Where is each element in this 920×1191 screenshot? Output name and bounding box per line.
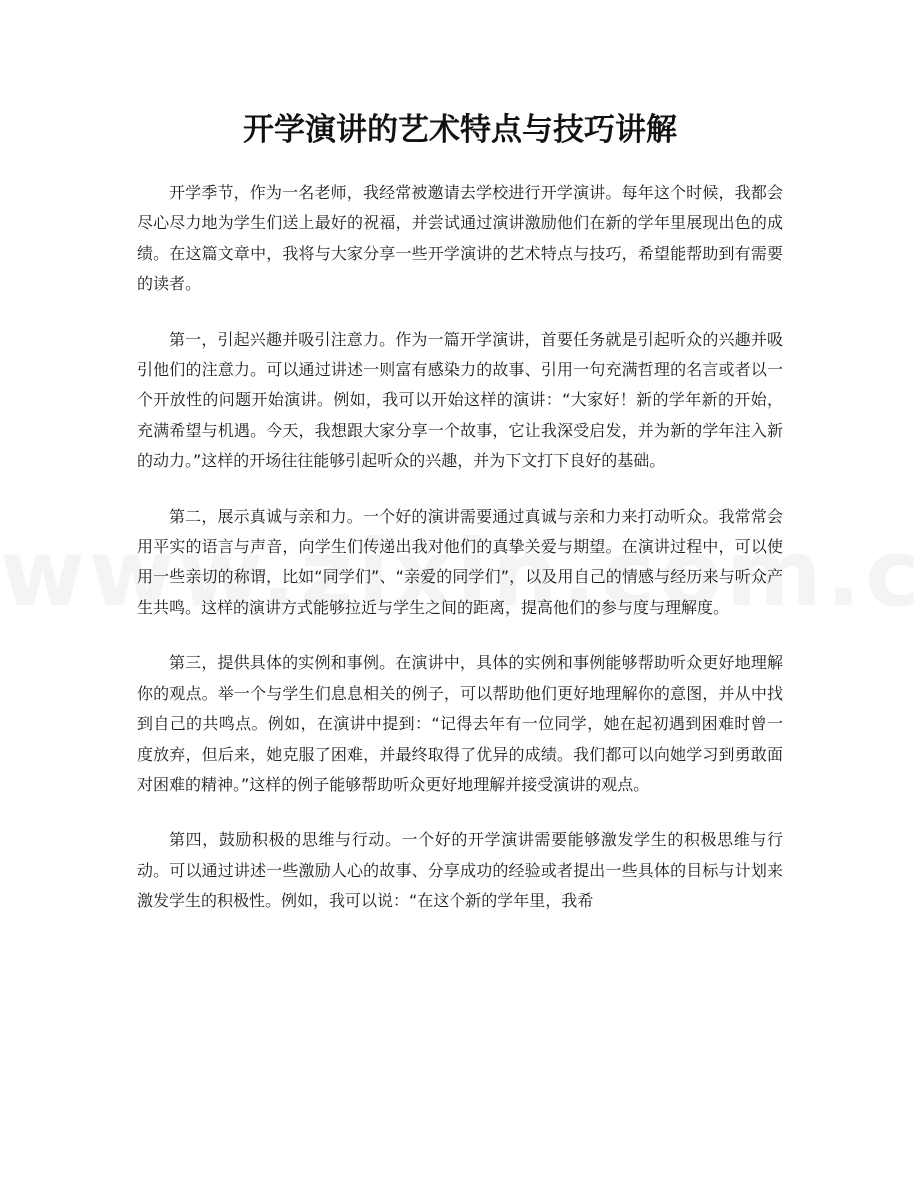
paragraph-point-3: 第三，提供具体的实例和事例。在演讲中，具体的实例和事例能够帮助听众更好地理解你的观点。举一个与学生们息息相关的例子，可以帮助他们更好地理解你的意图，并从中找到自己的共鸣点。例如，在演讲中提到：“记得去年有一位同学，她在起初遇到困难时曾一度放弃，但后来，她克服了困难，并最终取得了优异的成绩。我们都可以向她学习到勇敢面对困难的精神。”这样的例子能够帮助听众更好地理解并接受演讲的观点。 — [137, 653, 783, 794]
document-body — [137, 178, 783, 942]
document-title: 开学演讲的艺术特点与技巧讲解 — [243, 112, 677, 148]
paragraph-point-1: 第一，引起兴趣并吸引注意力。作为一篇开学演讲，首要任务就是引起听众的兴趣并吸引他们的注意力。可以通过讲述一则富有感染力的故事、引用一句充满哲理的名言或者以一个开放性的问题开始演讲。例如，我可以开始这样的演讲：“大家好！新的学年新的开始，充满希望与机遇。今天，我想跟大家分享一个故事，它让我深受启发，并为新的学年注入新的动力。”这样的开场往往能够引起听众的兴趣，并为下文打下良好的基础。 — [137, 329, 783, 471]
paragraph-point-2: 第二，展示真诚与亲和力。一个好的演讲需要通过真诚与亲和力来打动听众。我常常会用平实的语言与声音，向学生们传递出我对他们的真挚关爱与期望。在演讲过程中，可以使用一些亲切的称谓，比如“同学们”、“亲爱的同学们”，以及用自己的情感与经历来与听众产生共鸣。这样的演讲方式能够拉近与学生之间的距离，提高他们的参与度与理解度。 — [137, 506, 783, 617]
paragraph-intro: 开学季节，作为一名老师，我经常被邀请去学校进行开学演讲。每年这个时候，我都会尽心尽力地为学生们送上最好的祝福，并尝试通过演讲激励他们在新的学年里展现出色的成绩。在这篇文章中，我将与大家分享一些开学演讲的艺术特点与技巧，希望能帮助到有需要的读者。 — [137, 183, 783, 294]
paragraph-point-4: 第四，鼓励积极的思维与行动。一个好的开学演讲需要能够激发学生的积极思维与行动。可以通过讲述一些激励人心的故事、分享成功的经验或者提出一些具体的目标与计划来激发学生的积极性。例如，我可以说：“在这个新的学年里，我希 — [137, 830, 783, 911]
